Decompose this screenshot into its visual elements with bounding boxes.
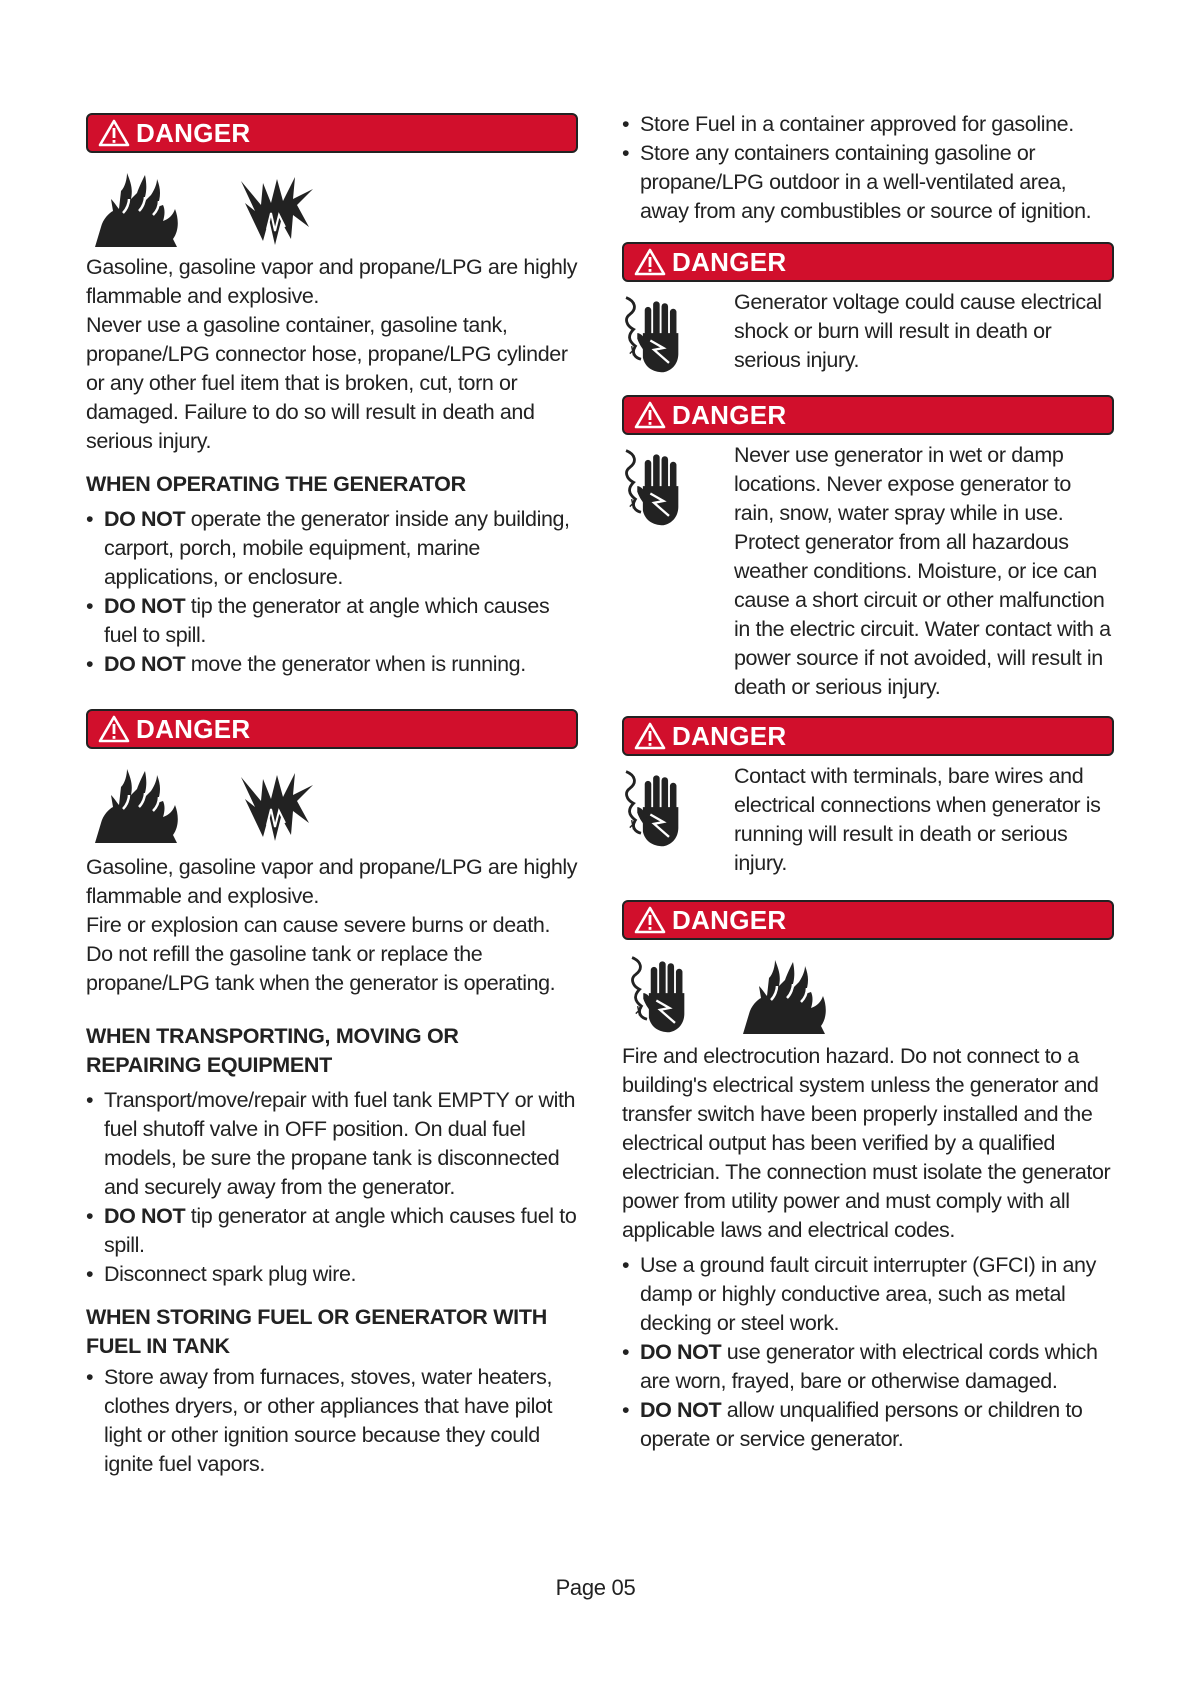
item-text: move the generator when is running. [185,652,526,676]
section-heading: WHEN STORING FUEL OR GENERATOR WITH FUEL IN TANK [86,1305,547,1358]
danger-text: Gasoline, gasoline vapor and propane/LPG are highly flammable and explosive. [86,255,578,308]
list-item: • Store any containers containing gasoline or propane/LPG outdoor in a well-ventilated area, away from any combustibles or source of ignition. [622,139,1114,226]
list-item: • Transport/move/repair with fuel tank EMPTY or with fuel shutoff valve in OFF position. On dual fuel models, be sure the propane tank is disconnected and securely away from the generator. [86,1086,578,1202]
warning-triangle-icon [634,722,666,750]
hazard-icons [90,161,578,249]
danger-text: Contact with terminals, bare wires and electrical connections when generator is running will result in death or serious injury. [734,764,1101,875]
bullet-list [86,505,578,679]
section-heading: WHEN TRANSPORTING, MOVING OR REPAIRING EQUIPMENT [86,1024,459,1077]
list-item [86,650,578,679]
danger-row [622,762,1114,878]
explosion-icon [232,169,318,249]
list-item: • Disconnect spark plug wire. [86,1260,578,1289]
bullet-list [622,1251,1114,1454]
list-item [622,1396,1114,1454]
section-heading: WHEN OPERATING THE GENERATOR [86,472,466,496]
bold-text: DO NOT [640,1398,722,1422]
flame-icon [90,765,196,845]
item-text: tip generator at angle which causes fuel to spill. [104,1204,577,1257]
list-item [86,1202,578,1260]
item-text: use generator with electrical cords which are worn, frayed, bare or otherwise damaged. [640,1340,1098,1393]
bold-text: DO NOT [640,1340,722,1364]
warning-triangle-icon [98,119,130,147]
danger-banner [622,395,1114,435]
item-text: operate the generator inside any building, carport, porch, mobile equipment, marine applications, or enclosure. [104,507,570,589]
flame-icon [90,169,196,249]
right-column [622,110,1114,1454]
danger-label: DANGER [136,713,251,744]
list-item [86,592,578,650]
list-item: • Store away from furnaces, stoves, water heaters, clothes dryers, or other appliances that have pilot light or other ignition source because they could ignite fuel vapors. [86,1363,578,1479]
bold-text: DO NOT [104,594,186,618]
bold-text: DO NOT [104,652,186,676]
danger-banner [622,242,1114,282]
item-text: allow unqualified persons or children to operate or service generator. [640,1398,1083,1451]
danger-banner [622,716,1114,756]
left-column [86,113,578,1479]
danger-banner [86,709,578,749]
item-text: tip the generator at angle which causes fuel to spill. [104,594,550,647]
bullet-list [86,1363,578,1479]
bullet-list [622,110,1114,226]
electric-shock-icon [622,766,688,850]
bold-text: DO NOT [104,507,186,531]
hazard-icons [90,757,578,845]
explosion-icon [232,765,318,845]
danger-label: DANGER [672,399,787,430]
hazard-icons [626,948,1114,1036]
warning-triangle-icon [634,906,666,934]
list-item: • Store Fuel in a container approved for gasoline. [622,110,1114,139]
warning-triangle-icon [634,401,666,429]
electric-shock-icon [626,952,696,1036]
electric-shock-icon [622,445,688,529]
danger-text: Never use a gasoline container, gasoline tank, propane/LPG connector hose, propane/LPG cylinder or any other fuel item that is broken, cut, torn or damaged. Failure to do so will result in death and serious injury. [86,313,568,453]
bold-text: DO NOT [104,1204,186,1228]
danger-label: DANGER [672,904,787,935]
item-text: Use a ground fault circuit interrupter (GFCI) in any damp or highly conductive area, such as metal decking or steel work. [640,1253,1096,1335]
list-item [622,1338,1114,1396]
danger-text: Generator voltage could cause electrical shock or burn will result in death or serious injury. [734,290,1102,372]
danger-banner [622,900,1114,940]
electric-shock-icon [622,292,688,376]
list-item [86,505,578,592]
danger-text: Gasoline, gasoline vapor and propane/LPG are highly flammable and explosive. [86,855,578,908]
danger-label: DANGER [136,117,251,148]
danger-banner [86,113,578,153]
danger-text: Fire or explosion can cause severe burns or death. Do not refill the gasoline tank or replace the propane/LPG tank when the generator is operating. [86,913,556,995]
danger-row [622,288,1114,381]
list-item [622,1251,1114,1338]
danger-text: Never use generator in wet or damp locations. Never expose generator to rain, snow, water spray while in use. Protect generator from all hazardous weather conditions. Moisture, or ice can cause a short circuit or other malfunction in the electric circuit. Water contact with a power source if not avoided, will result in death or serious injury. [734,443,1111,699]
bullet-list [86,1086,578,1289]
danger-label: DANGER [672,246,787,277]
danger-row [622,441,1114,702]
danger-label: DANGER [672,720,787,751]
page-number: Page 05 [555,1575,636,1600]
danger-text: Fire and electrocution hazard. Do not connect to a building's electrical system unless the generator and transfer switch have been properly installed and the electrical output has been verified by a qualified electrician. The connection must isolate the generator power from utility power and must comply with all applicable laws and electrical codes. [622,1044,1111,1242]
warning-triangle-icon [98,715,130,743]
warning-triangle-icon [634,248,666,276]
flame-icon [738,956,844,1036]
